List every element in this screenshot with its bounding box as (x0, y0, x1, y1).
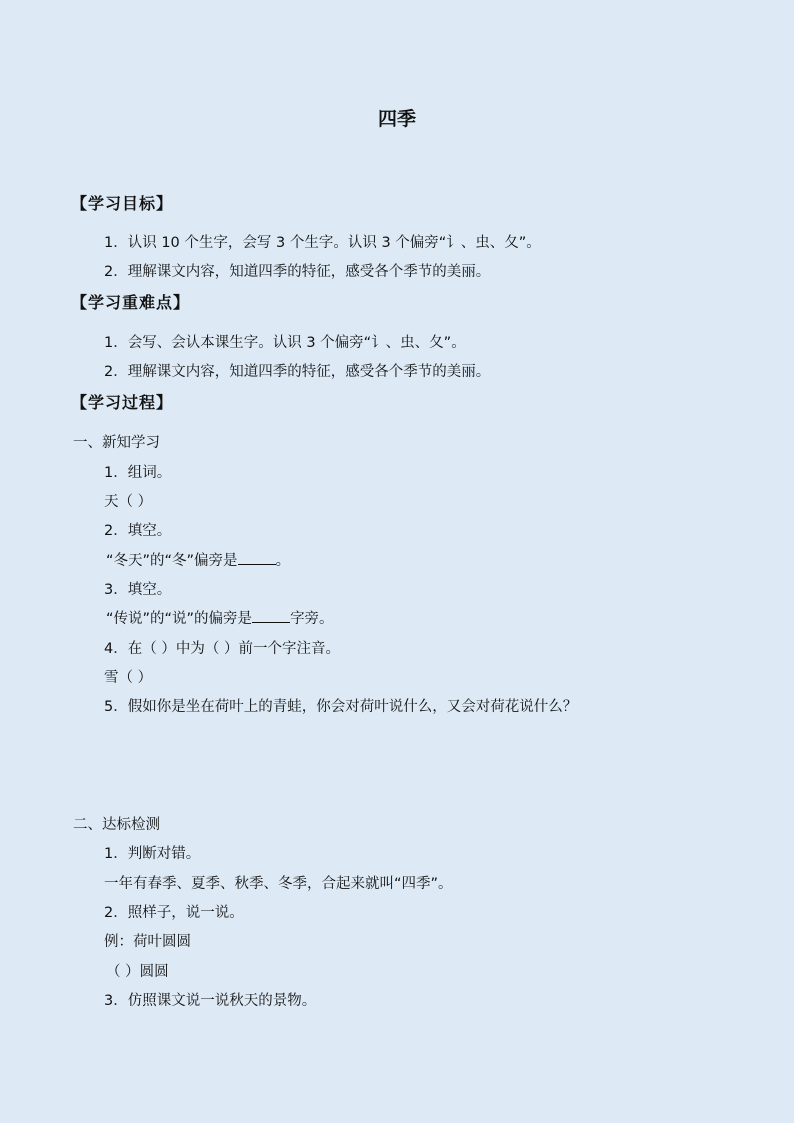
part1-heading: 一、新知学习 (73, 435, 160, 451)
keypoint-item-2: 2．理解课文内容，知道四季的特征，感受各个季节的美丽。 (104, 364, 491, 380)
part1-question-3-item (106, 607, 334, 628)
part1-question-1-item: 天（ ） (104, 494, 153, 510)
part1-question-2-text: “冬天”的“冬”偏旁是 (106, 553, 238, 569)
part1-question-4: 4．在（ ）中为（ ）前一个字注音。 (104, 641, 340, 657)
process-heading: 【学习过程】 (71, 393, 174, 412)
part2-question-3: 3．仿照课文说一说秋天的景物。 (104, 993, 317, 1009)
goal-item-1: 1．认识 10 个生字，会写 3 个生字。认识 3 个偏旁“讠、虫、夂”。 (104, 235, 541, 251)
part2-question-2-item: （ ）圆圆 (106, 964, 169, 980)
part1-question-2-end: 。 (275, 553, 291, 569)
part2-question-1-item: 一年有春季、夏季、秋季、冬季，合起来就叫“四季”。 (104, 876, 453, 892)
goals-heading: 【学习目标】 (71, 194, 174, 213)
answer-blank[interactable] (238, 552, 276, 565)
part1-question-1: 1．组词。 (104, 465, 172, 481)
part2-heading: 二、达标检测 (73, 817, 160, 833)
part2-question-2-example: 例：荷叶圆圆 (104, 934, 191, 950)
part1-question-2-item (106, 549, 290, 570)
part1-question-3: 3．填空。 (104, 582, 172, 598)
part1-question-5: 5．假如你是坐在荷叶上的青蛙，你会对荷叶说什么，又会对荷花说什么？ (104, 699, 578, 715)
page-title: 四季 (377, 108, 416, 130)
goal-item-2: 2．理解课文内容，知道四季的特征，感受各个季节的美丽。 (104, 264, 491, 280)
part1-question-3-end: 字旁。 (290, 611, 334, 627)
answer-blank[interactable] (252, 610, 290, 623)
keypoint-item-1: 1．会写、会认本课生字。认识 3 个偏旁“讠、虫、夂”。 (104, 335, 466, 351)
part2-question-1: 1．判断对错。 (104, 846, 201, 862)
part2-question-2: 2．照样子，说一说。 (104, 905, 244, 921)
part1-question-4-item: 雪（ ） (104, 670, 153, 686)
part1-question-3-text: “传说”的“说”的偏旁是 (106, 611, 253, 627)
part1-question-2: 2．填空。 (104, 523, 172, 539)
keypoints-heading: 【学习重难点】 (71, 293, 191, 312)
